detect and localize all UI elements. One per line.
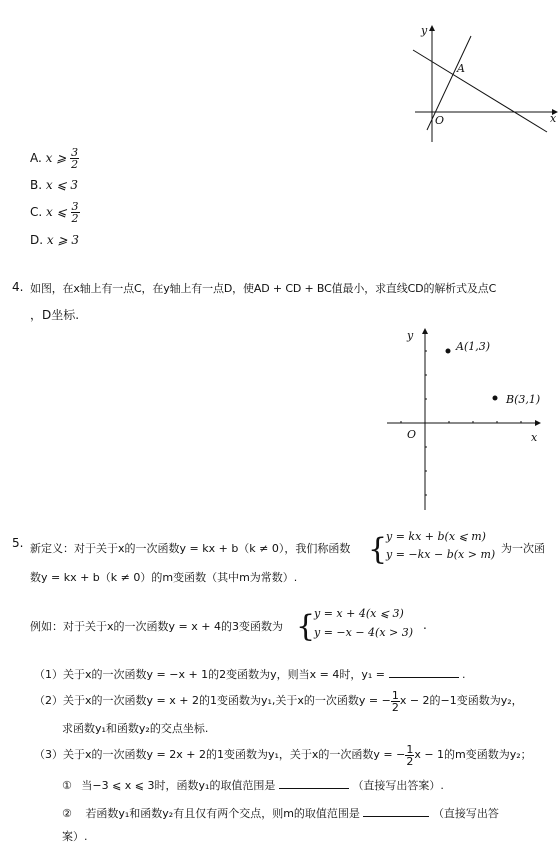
q5-item2 <box>62 804 499 821</box>
q5-definition-part1: 新定义：对于关于x的一次函数y = kx + b（k ≠ 0），我们称函数 <box>30 542 351 555</box>
q5-example-case1: y = x + 4(x ⩽ 3) <box>314 607 404 620</box>
q4-number: 4. <box>12 280 24 294</box>
q5-sub2-fraction: $\frac{1}{2}$ <box>391 688 399 714</box>
q5-item1-text: 当−3 ⩽ x ⩽ 3时，函数y₁的取值范围是 <box>81 779 276 792</box>
option-b-expr: x ⩽ 3 <box>45 178 78 192</box>
q5-sub1-end: . <box>462 668 466 681</box>
point-a <box>446 349 451 354</box>
option-c-label: C. <box>30 205 43 219</box>
q5-sub2-text-b: x − 2的−1变函数为y₂， <box>399 694 523 707</box>
q5-example-brace: { <box>296 609 316 644</box>
line-steep <box>427 36 471 130</box>
q5-definition-part2: 为一次函 <box>501 542 545 555</box>
figure-coordinate-points <box>385 325 545 515</box>
q5-item2-line2: 案）. <box>62 830 88 843</box>
q4-line1: 如图，在x轴上有一点C，在y轴上有一点D，使AD + CD + BC值最小，求直线CD的解析式及点C <box>30 282 497 295</box>
q5-definition-line2: 数y = kx + b（k ≠ 0）的m变函数（其中m为常数）. <box>30 571 298 584</box>
q5-sub3-fraction: $\frac{1}{2}$ <box>406 742 414 768</box>
q5-sub2 <box>34 688 523 714</box>
q5-example-case2: y = −x − 4(x > 3) <box>314 626 414 639</box>
q5-item1-end: （直接写出答案）. <box>352 779 444 792</box>
q5-item2-answer-blank[interactable] <box>363 804 429 817</box>
option-d-expr: x ⩾ 3 <box>46 233 79 247</box>
q5-definition-brace: { <box>368 532 388 567</box>
q5-item2-text: 若函数y₁和函数y₂有且仅有两个交点，则m的取值范围是 <box>85 807 360 820</box>
option-c-fraction: $\frac{3}{2}$ <box>71 200 79 225</box>
fig1-point-a-label: A <box>457 62 465 75</box>
q5-sub1 <box>34 665 466 682</box>
point-b <box>493 396 498 401</box>
q5-sub3-text-a: （3）关于x的一次函数y = 2x + 2的1变函数为y₁，关于x的一次函数y = − <box>34 748 406 761</box>
fig2-y-label: y <box>407 329 414 342</box>
q5-sub1-answer-blank[interactable] <box>389 665 459 678</box>
option-a-expr: x ⩾ <box>45 151 67 165</box>
option-a[interactable] <box>30 146 79 170</box>
q5-item2-mark: ② <box>62 807 72 820</box>
fig2-origin-label: O <box>407 428 417 441</box>
q4-line2: ，D坐标. <box>30 308 80 322</box>
q5-item1 <box>62 776 444 793</box>
option-b[interactable] <box>30 177 78 193</box>
option-b-label: B. <box>30 178 43 192</box>
q5-definition-case2: y = −kx − b(x > m) <box>386 548 496 561</box>
option-a-label: A. <box>30 151 42 165</box>
q5-sub3 <box>34 742 532 768</box>
q5-definition-case1: y = kx + b(x ⩽ m) <box>386 530 486 543</box>
q5-item1-answer-blank[interactable] <box>279 776 349 789</box>
q5-example-part1: 例如：对于关于x的一次函数y = x + 4的3变函数为 <box>30 620 283 633</box>
option-d-label: D. <box>30 233 44 247</box>
fig2-point-a-label: A(1,3) <box>456 340 491 353</box>
q5-sub2-text-a: （2）关于x的一次函数y = x + 2的1变函数为y₁,关于x的一次函数y = − <box>34 694 391 707</box>
option-c[interactable] <box>30 200 80 224</box>
q5-sub1-text: （1）关于x的一次函数y = −x + 1的2变函数为y，则当x = 4时，y₁ = <box>34 668 386 681</box>
line-decreasing <box>413 50 547 132</box>
q5-item2-end: （直接写出答 <box>432 807 499 820</box>
option-a-fraction: $\frac{3}{2}$ <box>71 146 79 171</box>
q5-number: 5. <box>12 536 24 550</box>
option-c-expr: x ⩽ <box>46 205 67 219</box>
fig1-y-label: y <box>421 24 428 37</box>
option-d[interactable] <box>30 232 79 248</box>
fig1-origin-label: O <box>435 114 445 127</box>
q5-item1-mark: ① <box>62 779 72 792</box>
fig2-x-label: x <box>531 431 538 444</box>
q5-sub2-line2: 求函数y₁和函数y₂的交点坐标. <box>62 722 209 735</box>
fig1-x-label: x <box>550 112 557 125</box>
q5-sub3-text-b: x − 1的m变函数为y₂； <box>414 748 532 761</box>
figure-lines-intersection <box>405 20 560 145</box>
fig2-point-b-label: B(3,1) <box>506 393 541 406</box>
q5-example-end: . <box>423 618 427 632</box>
